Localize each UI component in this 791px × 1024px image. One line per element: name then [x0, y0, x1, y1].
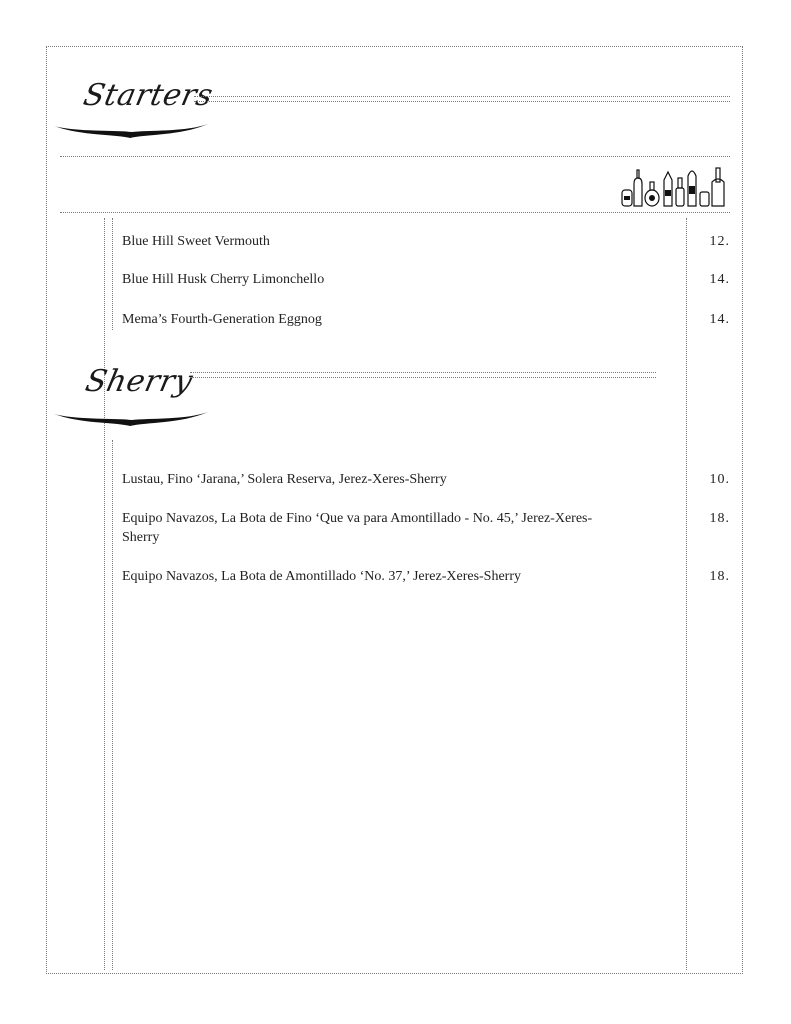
title-rule-top — [194, 96, 730, 97]
title-rule-top — [190, 372, 656, 373]
item-price: 14. — [709, 312, 730, 327]
bottle-illustration-icon — [620, 160, 728, 208]
title-rule-bottom — [194, 101, 730, 102]
band-rule-bottom — [60, 212, 730, 213]
left-rule-inner-sherry — [112, 440, 113, 970]
left-rule-outer — [104, 218, 105, 970]
item-price: 12. — [709, 234, 730, 249]
brace-flourish-icon — [52, 406, 212, 430]
item-price: 10. — [709, 472, 730, 487]
title-rule-bottom — [190, 377, 656, 378]
brace-flourish-icon — [52, 118, 212, 142]
list-item: Blue Hill Sweet Vermouth — [122, 234, 270, 249]
item-price: 14. — [709, 272, 730, 287]
band-rule-top — [60, 156, 730, 157]
list-item: Blue Hill Husk Cherry Limonchello — [122, 272, 325, 287]
item-price: 18. — [709, 511, 730, 526]
list-item: Equipo Navazos, La Bota de Amontillado ‘No. 37,’ Jerez-Xeres-Sherry — [122, 569, 522, 584]
item-price: 18. — [709, 569, 730, 584]
section-title-sherry: Sherry — [82, 364, 196, 399]
left-rule-inner-starters — [112, 218, 113, 330]
section-title-starters: Starters — [80, 78, 217, 113]
price-column-rule — [686, 218, 687, 970]
list-item: Lustau, Fino ‘Jarana,’ Solera Reserva, Jerez-Xeres-Sherry — [122, 472, 447, 487]
list-item: Equipo Navazos, La Bota de Fino ‘Que va para Amontillado - No. 45,’ Jerez-Xeres-Sherry — [122, 511, 593, 545]
list-item: Mema’s Fourth-Generation Eggnog — [122, 312, 322, 327]
